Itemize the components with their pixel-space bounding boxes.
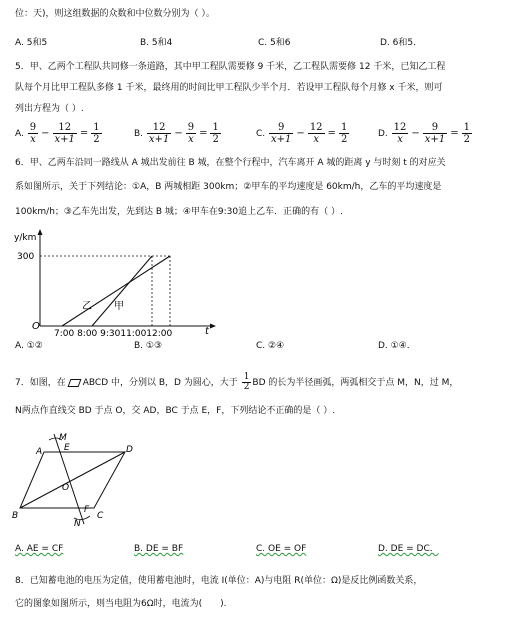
q7-text-line2: N两点作直线交 BD 于点 O，交 AD，BC 于点 E，F，下列结论不正确的是（ ）. bbox=[15, 406, 336, 416]
q4-option-a[interactable]: A. 5和5 bbox=[15, 38, 48, 48]
q5-text-line2: 队每个月比甲工程队多修 1 千米，最终用的时间比甲工程队少半个月．若设甲工程队每个月修 x 千米，则可 bbox=[15, 83, 443, 93]
q7-text-line1: 7．如图，在 ABCD 中，分别以 B，D 为圆心，大于 $\frac{1}{2}$ BD 的长为半径画弧，两弧相交于点 M，N，过 M， bbox=[15, 372, 459, 392]
q5-text-line3: 列出方程为（ ）. bbox=[15, 104, 84, 114]
parallelogram-icon bbox=[67, 379, 81, 387]
x-axis-arrow-icon bbox=[210, 324, 216, 329]
q4-option-c[interactable]: C. 5和6 bbox=[258, 38, 291, 48]
q4-option-b[interactable]: B. 5和4 bbox=[140, 38, 173, 48]
q7-option-b[interactable]: B. DE = BF bbox=[134, 544, 184, 554]
q5-option-c[interactable]: C. $\frac{9}{x+1}$ − $\frac{12}{x}$ = $\frac{1}{2}$ bbox=[256, 122, 348, 145]
point-a: A bbox=[36, 447, 43, 457]
q6-text-line2: 系如图所示，关于下列结论：①A，B 两城相距 300km；②甲车的平均速度是 60km/h，乙车的平均速度是 bbox=[15, 182, 442, 192]
point-e: E bbox=[64, 443, 70, 453]
x-axis-label: t bbox=[205, 326, 209, 336]
q4-text: 位：天)，则这组数据的众数和中位数分别为（ ）。 bbox=[15, 9, 215, 19]
y-axis-label: y/km bbox=[14, 233, 37, 243]
q5-option-d[interactable]: D. $\frac{12}{x}$ − $\frac{9}{x+1}$ = $\frac{1}{2}$ bbox=[378, 122, 470, 145]
q8-text-line1: 8．已知蓄电池的电压为定值，使用蓄电池时，电流 I(单位：A)与电阻 R(单位：Ω)是反比例函数关系， bbox=[15, 576, 423, 586]
q6-option-c[interactable]: C. ②④ bbox=[256, 341, 285, 351]
q4-option-d[interactable]: D. 6和5． bbox=[380, 38, 423, 48]
point-o: O bbox=[62, 483, 70, 493]
label-jia: 甲 bbox=[114, 301, 124, 312]
point-m: M bbox=[59, 433, 67, 443]
q5-option-b[interactable]: B. $\frac{12}{x+1}$ − $\frac{9}{x}$ = $\frac{1}{2}$ bbox=[134, 122, 219, 145]
point-c: C bbox=[97, 511, 104, 521]
parallelogram-figure bbox=[12, 428, 142, 528]
label-yi: 乙 bbox=[82, 301, 92, 312]
origin-label: O bbox=[32, 321, 40, 332]
point-n: N bbox=[74, 519, 81, 528]
q8-text-line2: 它的图象如图所示，则当电阻为6Ω时，电流为( ). bbox=[15, 599, 227, 609]
distance-time-graph bbox=[12, 226, 227, 336]
point-b: B bbox=[12, 511, 19, 521]
q6-option-d[interactable]: D. ①④． bbox=[378, 341, 416, 351]
line-yi bbox=[92, 256, 152, 326]
q6-option-a[interactable]: A. ①② bbox=[15, 341, 43, 351]
line-jia bbox=[62, 256, 170, 326]
point-d: D bbox=[126, 445, 133, 455]
q7-option-d[interactable]: D. DE = DC． bbox=[378, 544, 439, 554]
q5-option-a[interactable]: A. $\frac{9}{x}$ − $\frac{12}{x+1}$ = $\frac{1}{2}$ bbox=[15, 122, 100, 145]
x-tick-labels: 7:00 8:00 9:3011:0012:00 bbox=[54, 329, 173, 336]
y-axis-arrow-icon bbox=[38, 229, 43, 235]
point-f: F bbox=[84, 505, 90, 515]
q6-option-b[interactable]: B. ①③ bbox=[134, 341, 163, 351]
y-tick-300: 300 bbox=[17, 252, 35, 262]
q7-option-a[interactable]: A. AE = CF bbox=[15, 544, 64, 554]
q5-text-line1: 5．甲、乙两个工程队共同修一条道路，其中甲工程队需要修 9 千米，乙工程队需要修 12 千米，已知乙工程 bbox=[15, 62, 446, 72]
q6-text-line3: 100km/h；③乙车先出发，先到达 B 城；④甲车在9:30追上乙车．正确的有（ ）. bbox=[15, 207, 343, 217]
q6-text-line1: 6．甲、乙两车沿同一路线从 A 城出发前往 B 城，在整个行程中，汽车离开 A 城的距离 y 与时刻 t 的对应关 bbox=[15, 158, 446, 168]
q7-option-c[interactable]: C. OE = OF bbox=[256, 544, 307, 554]
